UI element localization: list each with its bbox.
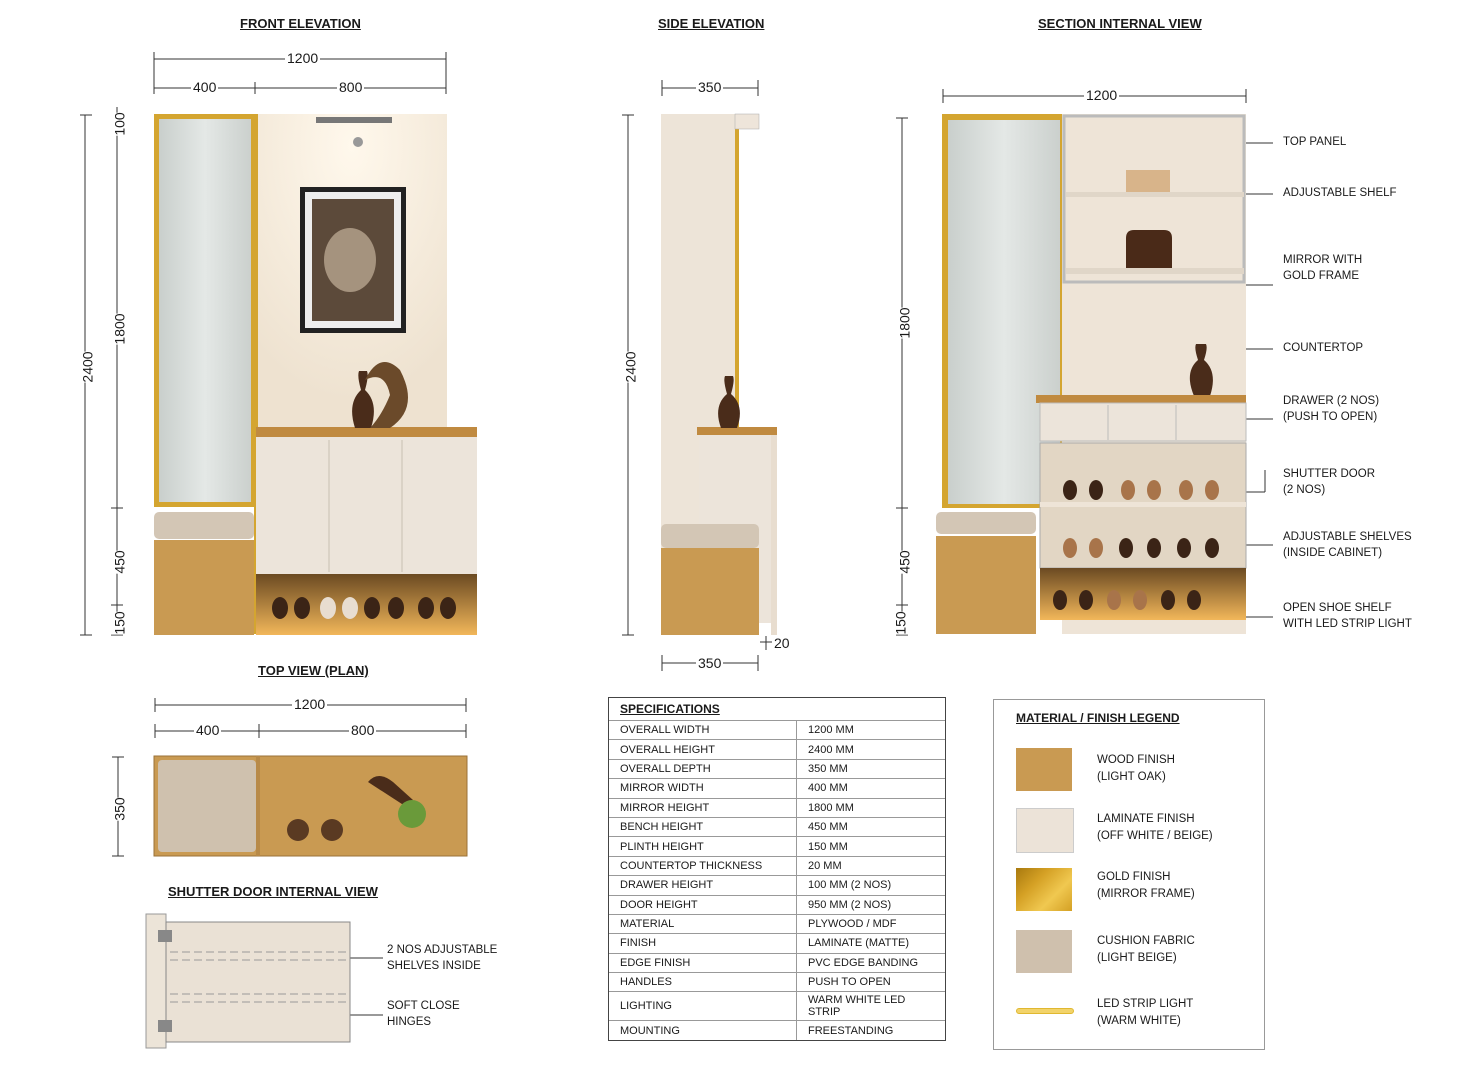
section-view-drawing bbox=[936, 110, 1256, 640]
shutter-view-drawing bbox=[140, 910, 355, 1052]
label-open-shoe-shelf: OPEN SHOE SHELF WITH LED STRIP LIGHT bbox=[1283, 602, 1412, 630]
legend-item-led: LED STRIP LIGHT (WARM WHITE) bbox=[1097, 998, 1194, 1027]
plan-dim-total: 1200 bbox=[294, 696, 326, 712]
spec-value: 20 MM bbox=[797, 856, 946, 875]
side-dim-counter: 20 bbox=[774, 635, 790, 651]
front-dim-mid: 1800 bbox=[111, 313, 128, 345]
plan-dim-right: 800 bbox=[351, 722, 375, 738]
spec-value: PLYWOOD / MDF bbox=[797, 914, 946, 933]
label-adjustable-shelf: ADJUSTABLE SHELF bbox=[1283, 187, 1397, 199]
table-row bbox=[609, 953, 945, 972]
section-dim-mid: 1800 bbox=[896, 307, 913, 339]
label-countertop: COUNTERTOP bbox=[1283, 342, 1364, 354]
front-dim-left: 400 bbox=[193, 79, 217, 95]
section-dim-plinth: 150 bbox=[892, 611, 909, 635]
side-elevation-drawing bbox=[655, 110, 780, 640]
side-dim-bottom: 350 bbox=[698, 655, 722, 671]
label-drawer: DRAWER (2 NOS) (PUSH TO OPEN) bbox=[1283, 395, 1380, 423]
spec-key: DRAWER HEIGHT bbox=[609, 876, 797, 895]
label-shutter-shelves: 2 NOS ADJUSTABLE SHELVES INSIDE bbox=[387, 944, 498, 972]
legend-item-cushion: CUSHION FABRIC (LIGHT BEIGE) bbox=[1097, 935, 1195, 964]
spec-value: 350 MM bbox=[797, 759, 946, 778]
label-mirror-gold-frame: MIRROR WITH GOLD FRAME bbox=[1283, 254, 1363, 282]
front-dim-top: 100 bbox=[111, 112, 128, 136]
spec-key: MIRROR HEIGHT bbox=[609, 798, 797, 817]
spec-key: OVERALL WIDTH bbox=[609, 721, 797, 740]
material-legend bbox=[993, 699, 1265, 1050]
label-shutter-door: SHUTTER DOOR (2 NOS) bbox=[1283, 468, 1375, 496]
table-row bbox=[609, 759, 945, 778]
spec-key: FINISH bbox=[609, 934, 797, 953]
table-row bbox=[609, 721, 945, 740]
table-row bbox=[609, 973, 945, 992]
cushion-fabric-swatch bbox=[1016, 930, 1072, 973]
legend-title: MATERIAL / FINISH LEGEND bbox=[1016, 711, 1180, 725]
section-dim-total: 1200 bbox=[1086, 87, 1118, 103]
spec-value: 150 MM bbox=[797, 837, 946, 856]
spec-key: MATERIAL bbox=[609, 914, 797, 933]
table-row bbox=[609, 1021, 945, 1040]
specifications-table bbox=[608, 697, 946, 1041]
table-row bbox=[609, 779, 945, 798]
spec-value: LAMINATE (MATTE) bbox=[797, 934, 946, 953]
spec-value: 1200 MM bbox=[797, 721, 946, 740]
spec-key: COUNTERTOP THICKNESS bbox=[609, 856, 797, 875]
side-dim-top: 350 bbox=[698, 79, 722, 95]
spec-value: 100 MM (2 NOS) bbox=[797, 876, 946, 895]
laminate-finish-swatch bbox=[1016, 808, 1074, 853]
front-dim-total: 1200 bbox=[287, 50, 319, 66]
spec-value: 1800 MM bbox=[797, 798, 946, 817]
spec-value: 450 MM bbox=[797, 817, 946, 836]
table-row bbox=[609, 817, 945, 836]
top-view-title: TOP VIEW (PLAN) bbox=[258, 663, 369, 678]
table-row bbox=[609, 798, 945, 817]
shutter-view-title: SHUTTER DOOR INTERNAL VIEW bbox=[168, 884, 378, 899]
spec-key: OVERALL DEPTH bbox=[609, 759, 797, 778]
table-row bbox=[609, 876, 945, 895]
specifications-title: SPECIFICATIONS bbox=[620, 702, 720, 716]
front-dim-right: 800 bbox=[339, 79, 363, 95]
label-soft-close-hinges: SOFT CLOSE HINGES bbox=[387, 1000, 460, 1028]
spec-key: MIRROR WIDTH bbox=[609, 779, 797, 798]
spec-value: 400 MM bbox=[797, 779, 946, 798]
side-elevation-title: SIDE ELEVATION bbox=[658, 16, 765, 31]
spec-value: 950 MM (2 NOS) bbox=[797, 895, 946, 914]
spec-key: HANDLES bbox=[609, 973, 797, 992]
spec-key: BENCH HEIGHT bbox=[609, 817, 797, 836]
spec-key: DOOR HEIGHT bbox=[609, 895, 797, 914]
front-elevation-title: FRONT ELEVATION bbox=[240, 16, 361, 31]
table-row bbox=[609, 992, 945, 1021]
table-row bbox=[609, 856, 945, 875]
spec-key: PLINTH HEIGHT bbox=[609, 837, 797, 856]
legend-item-wood: WOOD FINISH (LIGHT OAK) bbox=[1097, 754, 1175, 783]
led-strip-swatch bbox=[1016, 1008, 1074, 1014]
legend-item-gold: GOLD FINISH (MIRROR FRAME) bbox=[1097, 871, 1195, 900]
legend-item-laminate: LAMINATE FINISH (OFF WHITE / BEIGE) bbox=[1097, 813, 1213, 842]
front-dim-height: 2400 bbox=[79, 351, 96, 383]
spec-key: LIGHTING bbox=[609, 992, 797, 1021]
table-row bbox=[609, 740, 945, 759]
front-dim-bench: 450 bbox=[111, 550, 128, 574]
spec-value: WARM WHITE LED STRIP bbox=[797, 992, 946, 1021]
table-row bbox=[609, 914, 945, 933]
side-dim-height: 2400 bbox=[622, 351, 639, 383]
plan-view-drawing bbox=[150, 752, 472, 862]
wood-finish-swatch bbox=[1016, 748, 1072, 791]
spec-key: OVERALL HEIGHT bbox=[609, 740, 797, 759]
spec-key: MOUNTING bbox=[609, 1021, 797, 1040]
gold-finish-swatch bbox=[1016, 868, 1072, 911]
table-row bbox=[609, 895, 945, 914]
section-view-title: SECTION INTERNAL VIEW bbox=[1038, 16, 1202, 31]
label-top-panel: TOP PANEL bbox=[1283, 136, 1347, 148]
section-dim-bench: 450 bbox=[896, 550, 913, 574]
front-elevation-drawing bbox=[150, 110, 480, 640]
spec-value: FREESTANDING bbox=[797, 1021, 946, 1040]
specifications-body bbox=[609, 721, 945, 1040]
spec-value: PVC EDGE BANDING bbox=[797, 953, 946, 972]
label-adjustable-shelves: ADJUSTABLE SHELVES (INSIDE CABINET) bbox=[1283, 531, 1412, 559]
front-dim-plinth: 150 bbox=[111, 611, 128, 635]
table-row bbox=[609, 837, 945, 856]
spec-key: EDGE FINISH bbox=[609, 953, 797, 972]
plan-dim-left: 400 bbox=[196, 722, 220, 738]
spec-value: PUSH TO OPEN bbox=[797, 973, 946, 992]
plan-dim-depth: 350 bbox=[111, 797, 128, 821]
table-row bbox=[609, 934, 945, 953]
spec-value: 2400 MM bbox=[797, 740, 946, 759]
